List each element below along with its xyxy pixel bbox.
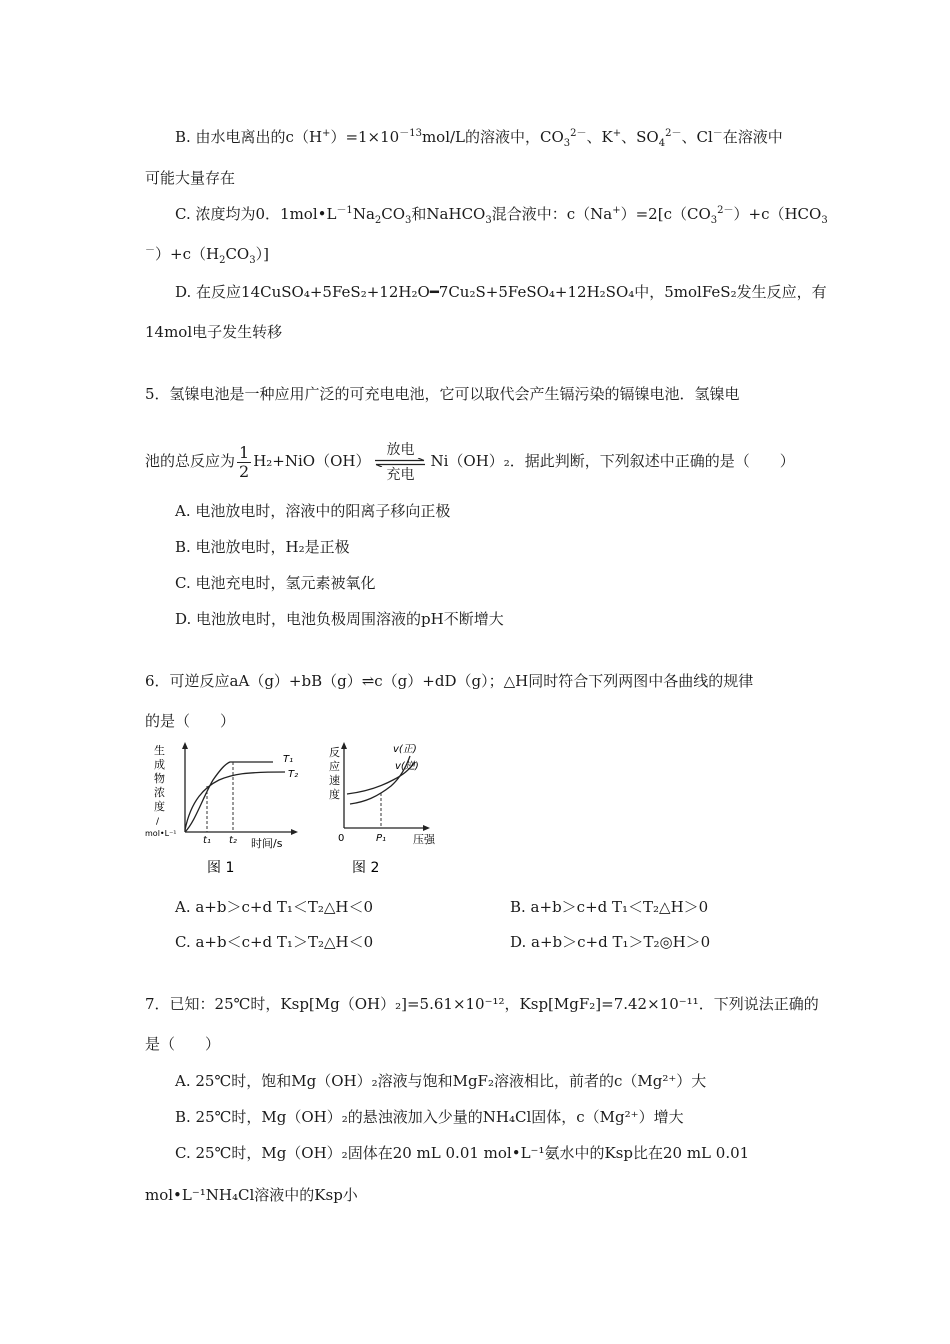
fig2-ylabel-char: 速 — [329, 774, 340, 787]
fig1-yunit: mol•L⁻¹ — [145, 829, 177, 838]
fig2-ylabel-char: 应 — [329, 760, 340, 773]
q7-option-a: A. 25℃时，饱和Mg（OH）₂溶液与饱和MgF₂溶液相比，前者的c（Mg²⁺）大 — [175, 1072, 707, 1090]
q6-stem-line1: 6．可逆反应aA（g）+bB（g）⇌c（g）+dD（g）；△H同时符合下列两图中各曲线的规律 — [145, 672, 754, 690]
q6-option-a: A. a+b＞c+d T₁＜T₂△H＜0 — [175, 898, 374, 916]
q5-stem-line2: 池的总反应为 $\frac{1}{2}$ H₂+NiO（OH） 放电 充电 Ni（OH）₂．据此判断，下列叙述中正确的是（ ） — [145, 441, 795, 483]
q5-option-c: C. 电池充电时，氢元素被氧化 — [175, 574, 376, 592]
fig2-origin: 0 — [338, 833, 345, 844]
fig1-y-arrow — [182, 742, 188, 749]
fig1-ylabel-char: 生 — [154, 744, 165, 757]
fig1-ylabel-char: / — [156, 817, 160, 827]
q4-option-b-line1: B. 由水电离出的$c(H^+)=1\times 10^{-13}mol/L$的溶液中，$CO_3^{2-}$、K+、$SO_4^{2-}$、Cl－在溶液中 — [175, 128, 783, 149]
q6-option-c: C. a+b＜c+d T₁＞T₂△H＜0 — [175, 933, 374, 951]
fig1-tick-t2: t₂ — [229, 835, 237, 846]
q6-stem-line2: 的是（ ） — [145, 712, 236, 730]
fig1-ylabel-char: 成 — [154, 758, 165, 771]
fig2-vforward-label: v(正) — [393, 744, 417, 755]
fig2-xlabel: 压强 — [413, 833, 435, 846]
fig2-vreverse-label: v(逆) — [395, 761, 419, 772]
fig1-curve-t2 — [185, 772, 285, 830]
q4-option-d-line2: 14mol电子发生转移 — [145, 323, 283, 341]
fig1-x-arrow — [291, 829, 298, 835]
fig1-t2-label: T₂ — [288, 769, 299, 780]
q6-option-b: B. a+b＞c+d T₁＜T₂△H＞0 — [510, 898, 709, 916]
q7-stem-line2: 是（ ） — [145, 1035, 221, 1053]
fig1-ylabel-char: 浓 — [154, 786, 165, 799]
fig2-y-arrow — [341, 742, 347, 749]
q4-option-b-line2: 可能大量存在 — [145, 169, 236, 187]
fig2-caption: 图 2 — [352, 860, 380, 876]
q4-option-c-line1: C. 浓度均为0．$1mol•L^{-1}Na_2CO_3$和NaHCO$_3$混合液中：$c(Na^+)=2[c(CO_3^{2-})+c(HCO_3$ — [175, 205, 828, 226]
fig2-ylabel-char: 度 — [329, 788, 340, 801]
q6-option-d: D. a+b＞c+d T₁＞T₂◎H＞0 — [510, 933, 711, 951]
reversible-arrow: 放电 充电 — [374, 442, 426, 483]
q5-stem-line1: 5．氢镍电池是一种应用广泛的可充电电池，它可以取代会产生镉污染的镉镍电池．氢镍电 — [145, 385, 740, 403]
figure-2 — [329, 742, 436, 876]
figure-1 — [145, 742, 298, 876]
q5-option-a: A. 电池放电时，溶液中的阳离子移向正极 — [175, 502, 451, 520]
q7-option-c-line1: C. 25℃时，Mg（OH）₂固体在20 mL 0.01 mol•L⁻¹氨水中的Ksp比在20 mL 0.01 — [175, 1144, 750, 1162]
fig1-xlabel: 时间/s — [251, 837, 283, 850]
q7-option-b: B. 25℃时，Mg（OH）₂的悬浊液加入少量的NH₄Cl固体，c（Mg²⁺）增大 — [175, 1108, 684, 1126]
q4-option-c-line2: $^-)+c(H_2CO_3)$] — [145, 245, 269, 266]
q5-option-d: D. 电池放电时，电池负极周围溶液的pH不断增大 — [175, 610, 504, 628]
fig2-tick-p1: P₁ — [376, 833, 387, 844]
half-fraction: $\frac{1}{2}$ — [239, 442, 250, 481]
fig1-ylabel-char: 度 — [154, 800, 165, 813]
fig1-caption: 图 1 — [207, 860, 235, 876]
q7-stem-line1: 7．已知：25℃时，Ksp[Mg（OH）₂]=5.61×10⁻¹²，Ksp[MgF₂]=7.42×10⁻¹¹．下列说法正确的 — [145, 995, 819, 1013]
fig2-x-arrow — [423, 825, 430, 831]
fig1-tick-t1: t₁ — [203, 835, 211, 846]
fig1-ylabel-char: 物 — [154, 772, 165, 785]
fig2-ylabel-char: 反 — [329, 746, 340, 759]
q4-option-d-line1: D. 在反应14CuSO₄+5FeS₂+12H₂O━7Cu₂S+5FeSO₄+12H₂SO₄中，5molFeS₂发生反应，有 — [175, 283, 827, 301]
q5-option-b: B. 电池放电时，H₂是正极 — [175, 538, 350, 556]
q6-figures — [145, 742, 445, 882]
q7-option-c-line2: mol•L⁻¹NH₄Cl溶液中的Ksp小 — [145, 1186, 358, 1204]
fig1-t1-label: T₁ — [283, 754, 294, 765]
